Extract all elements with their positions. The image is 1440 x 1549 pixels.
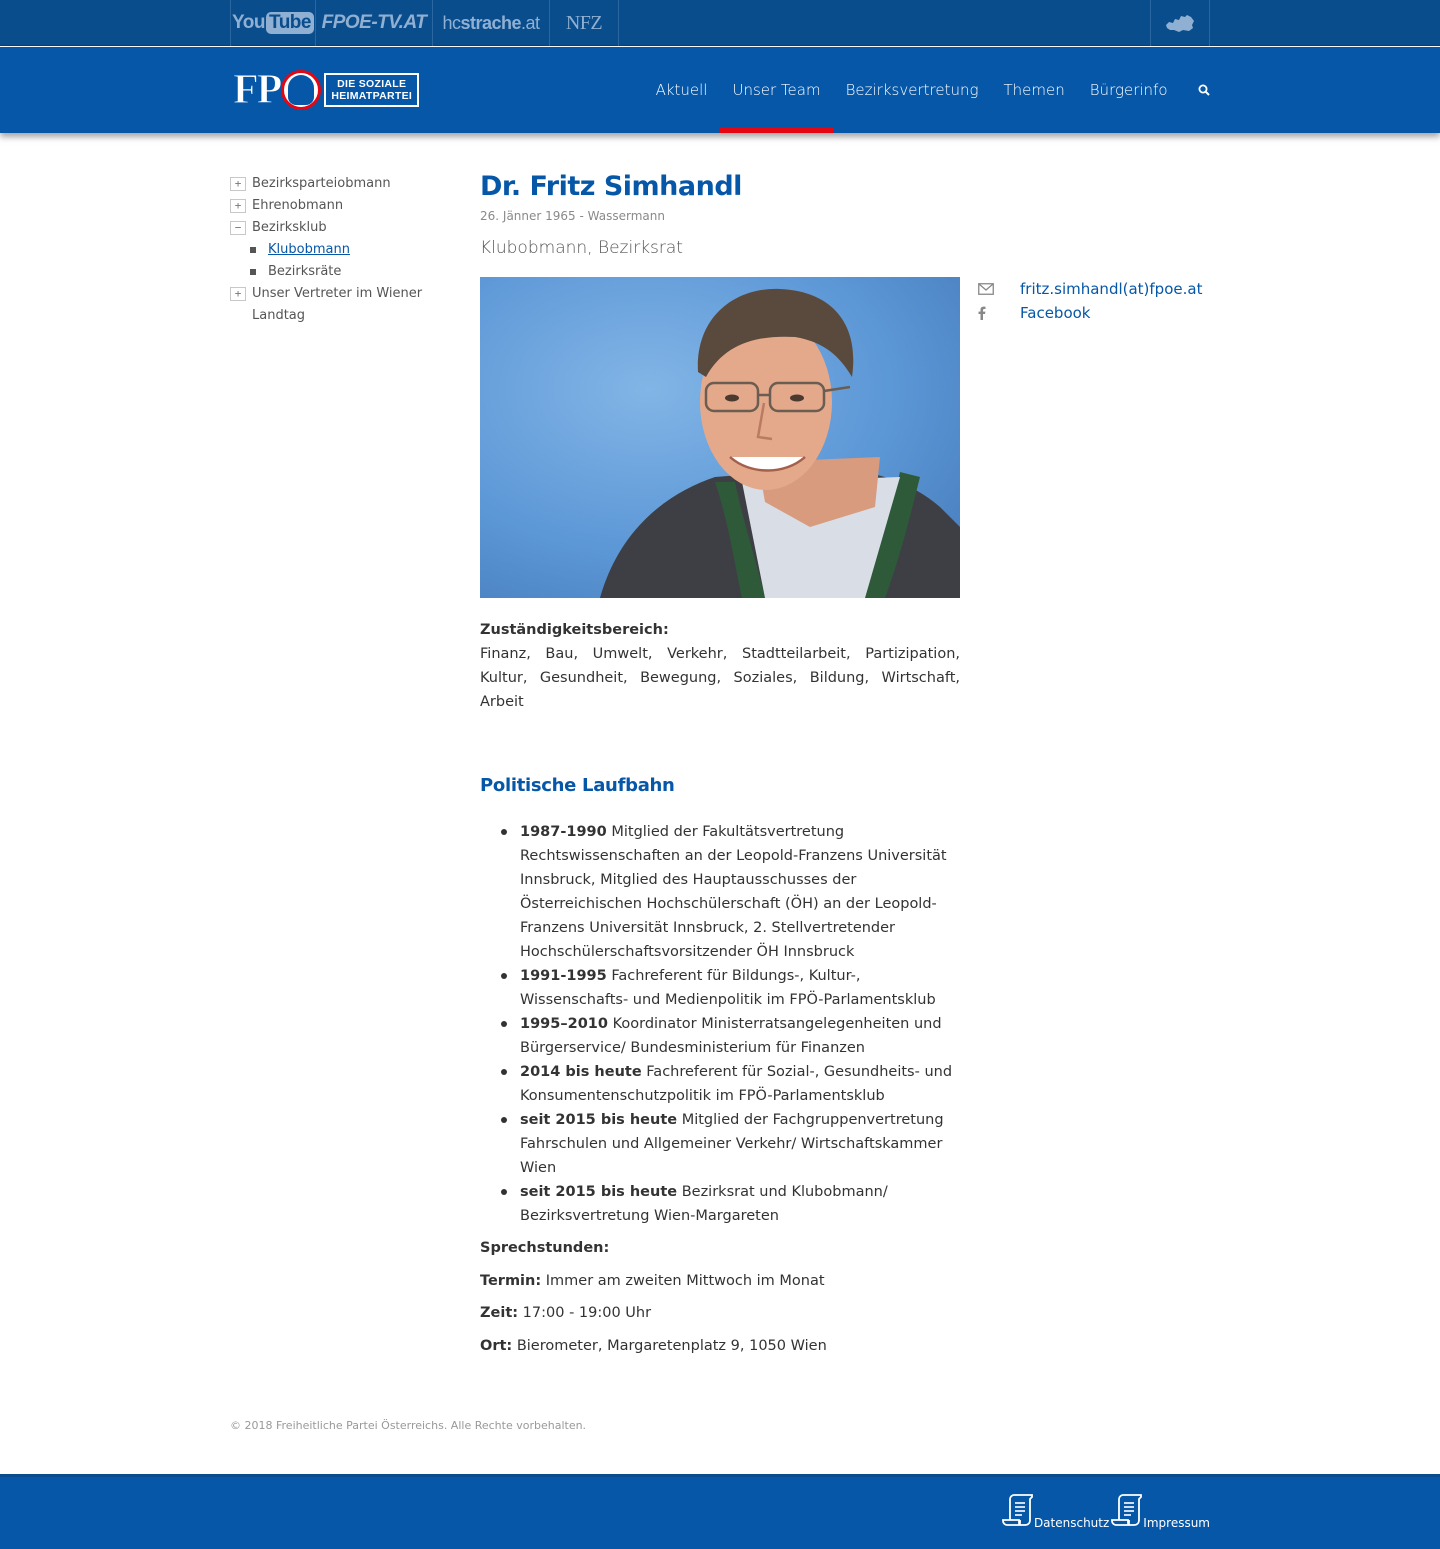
sidebar-item-label[interactable]: Unser Vertreter im Wiener Landtag [252,286,423,323]
youtube-label-tube: Tube [266,12,314,34]
person-role: Klubobmann, Bezirksrat [480,238,683,258]
career-text: Mitglied der Fachgruppenvertretung Fahrschulen und Allgemeiner Verkehr/ Wirtschaftskammer Wien [520,1112,944,1176]
hcstrache-label-hc: hc [442,12,461,33]
sidebar-item-bezirksklub[interactable] [230,217,440,239]
expand-icon[interactable]: + [230,287,246,301]
termin-label: Termin: [480,1272,542,1289]
responsibility-text: Finanz, Bau, Umwelt, Verkehr, Stadtteilarbeit, Partizipation, Kultur, Gesundheit, Bewegung, Soziales, Bildung, Wirtschaft, Arbeit [480,646,960,710]
hcstrache-label-strache: strache [460,12,522,33]
career-item [520,1108,960,1180]
youtube-link[interactable] [231,0,316,46]
office-hours-ort [480,1334,960,1358]
austria-map-icon[interactable] [1150,0,1210,46]
person-name: Dr. Fritz Simhandl [480,171,742,202]
logo-tagline-line1: DIE SOZIALE [337,78,407,90]
office-hours-zeit [480,1301,960,1325]
portrait-illustration [480,277,960,598]
career-item [520,1180,960,1228]
partner-links [230,0,619,46]
fpoe-logo[interactable] [233,68,423,112]
career-title: Politische Laufbahn [480,775,675,796]
impressum-link[interactable] [1111,1493,1210,1530]
person-portrait [480,277,960,598]
career-text: Koordinator Ministerratsangelegenheiten und Bürgerservice/ Bundesministerium für Finanzen [520,1016,942,1056]
sidebar-item-ehrenobmann[interactable] [230,195,440,217]
career-item [520,820,960,964]
sidebar-item-label[interactable]: Ehrenobmann [252,198,344,213]
square-bullet-icon [250,247,256,253]
search-icon[interactable] [1180,47,1210,133]
top-bar [0,0,1440,46]
career-years: seit 2015 bis heute [520,1184,678,1200]
career-list [480,820,960,1228]
office-hours-title: Sprechstunden: [480,1240,610,1256]
email-link[interactable]: fritz.simhandl(at)fpoe.at [1020,280,1203,298]
career-text: Fachreferent für Sozial-, Gesundheits- und Konsumentenschutzpolitik im FPÖ-Parlamentsklub [520,1064,953,1104]
logo-portrait-icon [281,70,321,110]
career-text: Mitglied der Fakultätsvertretung Rechtswissenschaften an der Leopold-Franzens Universität Innsbruck, Mitglied des Hauptausschusses der Österreichischen Hochschülerschaft (ÖH) an der Leopold-Franzens Universität Innsbruck, 2. Stellvertretender Hochschülerschaftsvorsitzender ÖH Innsbruck [520,824,947,960]
top-bar-inner [230,0,1210,46]
nav-unser-team[interactable]: Unser Team [720,47,833,133]
ort-label: Ort: [480,1337,513,1354]
impressum-label[interactable]: Impressum [1143,1516,1210,1530]
austria-map-shape [1165,13,1195,33]
logo-tagline-line2: HEIMATPARTEI [331,90,413,102]
career-text: Bezirksrat und Klubobmann/ Bezirksvertretung Wien-Margareten [520,1184,888,1224]
contact-email [978,277,1202,301]
sidebar-subitem-label[interactable]: Klubobmann [268,242,350,257]
person-birth: 26. Jänner 1965 - Wassermann [480,209,665,223]
sidebar-subitem-bezirksraete[interactable] [230,261,440,283]
career-years: seit 2015 bis heute [520,1112,678,1128]
sidebar-subitem-klubobmann[interactable] [230,239,440,261]
zeit-value: 17:00 - 19:00 Uhr [518,1305,652,1321]
nav-themen[interactable]: Themen [1003,81,1065,99]
career-item [520,1012,960,1060]
collapse-icon[interactable]: − [230,221,246,235]
career-item [520,964,960,1012]
sidebar-item-label[interactable]: Bezirksklub [252,220,327,235]
square-bullet-icon [250,269,256,275]
datenschutz-label[interactable]: Datenschutz [1033,1516,1110,1530]
career-text: Fachreferent für Bildungs-, Kultur-, Wissenschafts- und Medienpolitik im FPÖ-Parlamentsklub [520,968,936,1008]
footer-links [1002,1493,1210,1530]
facebook-link[interactable]: Facebook [1020,304,1091,322]
document-scroll-icon [1111,1493,1143,1530]
sidebar-item-bezirksparteiobmann[interactable] [230,173,440,195]
career-years: 1995–2010 [520,1016,608,1032]
contact-list [978,277,1202,325]
copyright-text: © 2018 Freiheitliche Partei Österreichs. Alle Rechte vorbehalten. [230,1419,587,1432]
nfz-link[interactable]: NFZ [550,0,619,46]
logo-fp-text: FP [233,67,281,113]
hcstrache-link[interactable] [433,0,550,46]
nav-buergerinfo[interactable]: Bürgerinfo [1089,81,1168,99]
career-years: 1987-1990 [520,824,607,840]
ort-value: Bierometer, Margaretenplatz 9, 1050 Wien [512,1337,827,1354]
career-item [520,1060,960,1108]
main-nav [643,47,1210,133]
team-sidebar [230,173,440,327]
profile-body [480,618,960,1358]
envelope-icon [978,283,1020,295]
termin-value: Immer am zweiten Mittwoch im Monat [541,1272,825,1289]
main-header [0,47,1440,133]
nav-aktuell[interactable]: Aktuell [655,81,708,99]
contact-facebook [978,301,1202,325]
expand-icon[interactable]: + [230,199,246,213]
site-footer [0,1474,1440,1549]
youtube-label-you: You [232,12,265,33]
facebook-icon [978,306,1020,320]
office-hours-termin [480,1269,960,1293]
career-years: 1991-1995 [520,968,607,984]
sidebar-item-landtag[interactable] [230,283,440,327]
search-icon-shape [1198,84,1210,96]
sidebar-item-label[interactable]: Bezirksparteiobmann [252,176,391,191]
datenschutz-link[interactable] [1002,1493,1109,1530]
document-scroll-icon [1002,1493,1034,1530]
nav-bezirksvertretung[interactable]: Bezirksvertretung [845,81,979,99]
zeit-label: Zeit: [480,1305,519,1321]
career-years: 2014 bis heute [520,1064,642,1080]
hcstrache-label-at: .at [521,12,540,33]
expand-icon[interactable]: + [230,177,246,191]
sidebar-subitem-label[interactable]: Bezirksräte [268,264,342,279]
profile-main [480,168,1210,1354]
responsibility-label: Zuständigkeitsbereich: [480,622,669,638]
logo-tagline [324,73,419,107]
fpoe-tv-link[interactable]: FPOE-TV.AT [316,0,433,46]
